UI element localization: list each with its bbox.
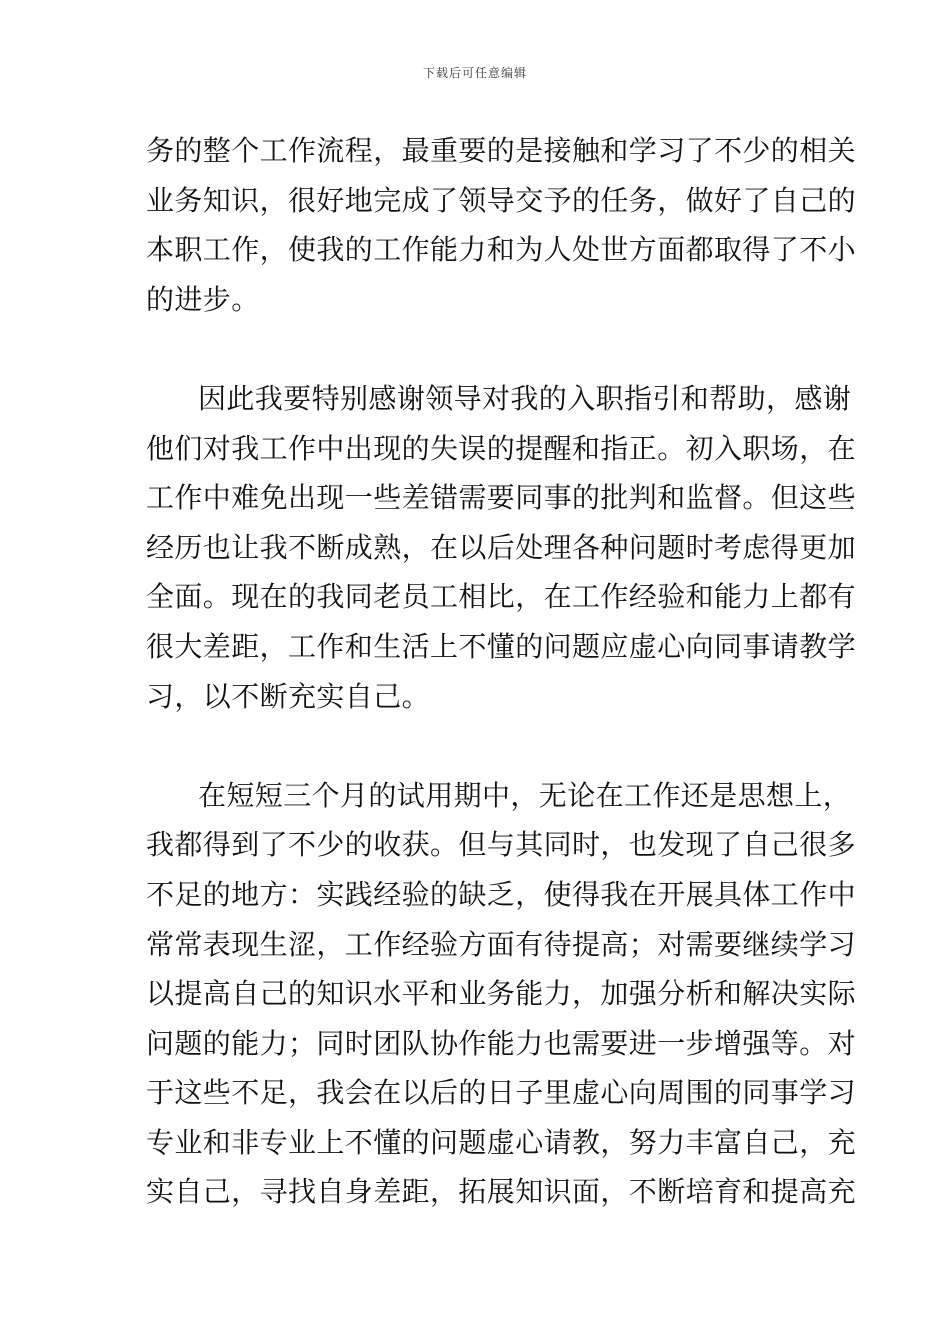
text-line: 因此我要特别感谢领导对我的入职指引和帮助，感谢 [198, 381, 852, 415]
text-line: 务的整个工作流程，最重要的是接触和学习了不少的相关 [146, 134, 857, 167]
text-line: 习，以不断充实自己。 [146, 679, 431, 713]
document-body [146, 126, 857, 1217]
text-line: 经历也让我不断成熟，在以后处理各种问题时考虑得更加 [146, 530, 857, 564]
paragraph-2 [146, 374, 857, 721]
text-line: 于这些不足，我会在以后的日子里虚心向周围的同事学习 [146, 1076, 857, 1110]
paragraph-spacer [146, 324, 806, 374]
paragraph-3 [146, 771, 857, 1217]
text-line: 全面。现在的我同老员工相比，在工作经验和能力上都有 [146, 580, 857, 614]
text-line: 问题的能力；同时团队协作能力也需要进一步增强等。对 [146, 1026, 857, 1060]
paragraph-1 [146, 126, 857, 324]
text-line: 常常表现生涩，工作经验方面有待提高；对需要继续学习 [146, 927, 857, 961]
text-line: 以提高自己的知识水平和业务能力，加强分析和解决实际 [146, 977, 857, 1011]
text-line: 我都得到了不少的收获。但与其同时，也发现了自己很多 [146, 828, 857, 862]
page-header-note: 下载后可任意编辑 [422, 66, 527, 80]
text-line: 工作中难免出现一些差错需要同事的批判和监督。但这些 [146, 481, 857, 515]
text-line: 的进步。 [146, 282, 260, 316]
text-line: 专业和非专业上不懂的问题虚心请教，努力丰富自己，充 [146, 1125, 857, 1159]
text-line: 本职工作，使我的工作能力和为人处世方面都取得了不小 [146, 233, 857, 267]
text-line: 他们对我工作中出现的失误的提醒和指正。初入职场，在 [146, 431, 857, 465]
text-line: 在短短三个月的试用期中，无论在工作还是思想上， [198, 778, 852, 812]
text-line: 很大差距，工作和生活上不懂的问题应虚心向同事请教学 [146, 629, 857, 663]
text-line: 实自己，寻找自身差距，拓展知识面，不断培育和提高充 [146, 1175, 857, 1209]
text-line: 业务知识，很好地完成了领导交予的任务，做好了自己的 [146, 183, 857, 217]
paragraph-spacer [146, 721, 806, 771]
text-line: 不足的地方：实践经验的缺乏，使得我在开展具体工作中 [146, 877, 857, 911]
